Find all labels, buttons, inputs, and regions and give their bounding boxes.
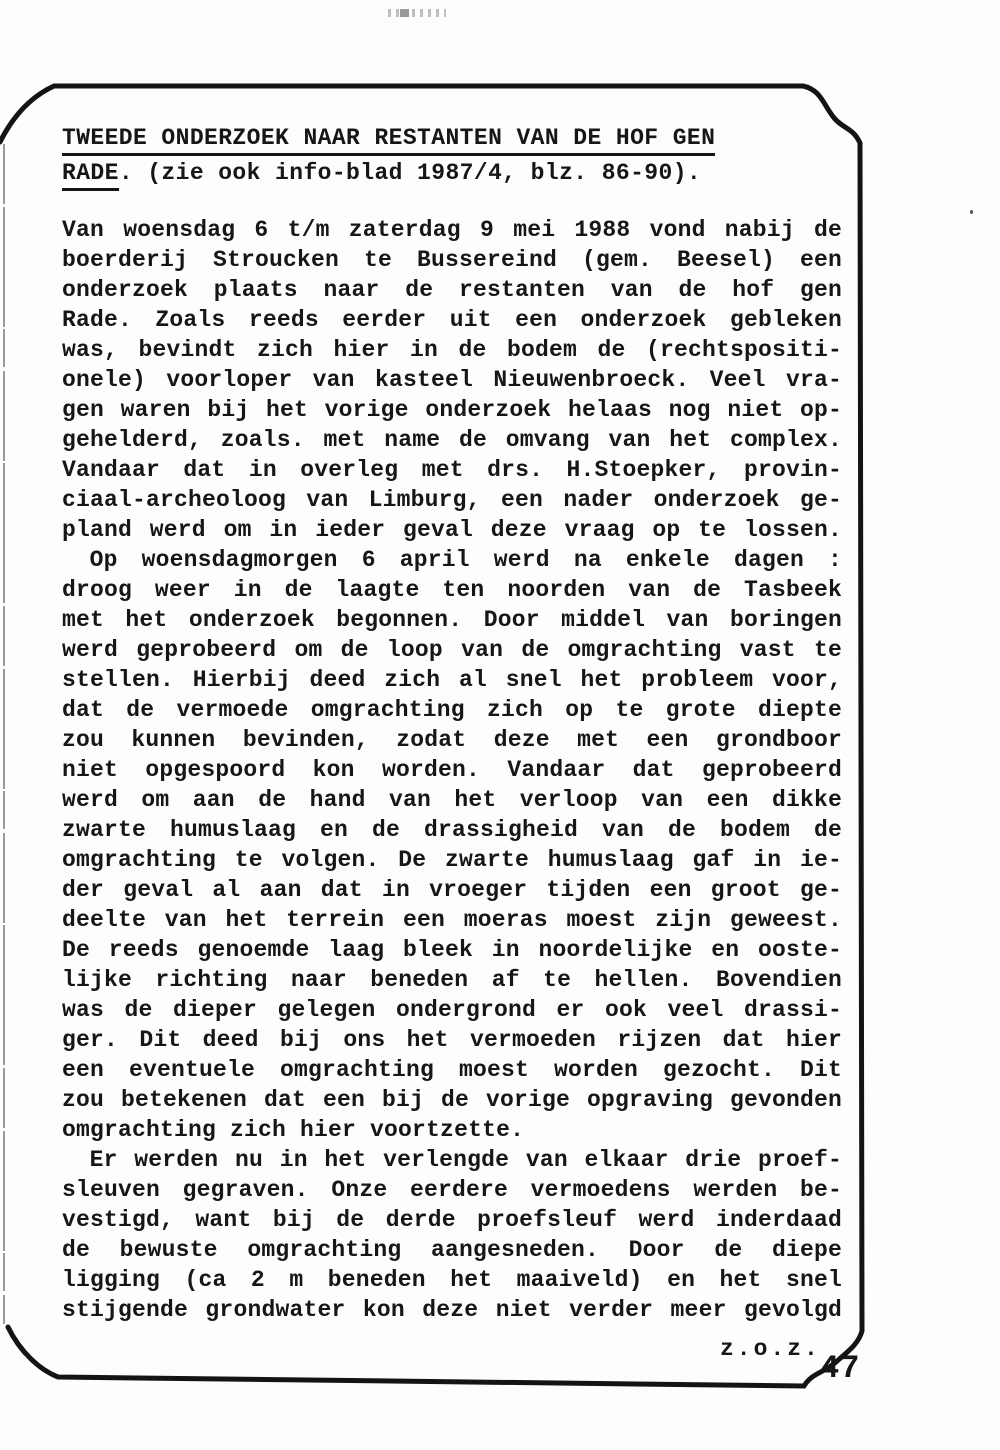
text-line: ger. Dit deed bij ons het vermoeden rijzen dat hier: [62, 1027, 842, 1053]
zoz-note: z.o.z.: [720, 1336, 821, 1362]
text-line: ciaal-archeoloog van Limburg, een nader onderzoek ge-: [62, 487, 842, 513]
text-line: gen waren bij het vorige onderzoek helaas nog niet op-: [62, 397, 842, 423]
text-line: omgrachting zich hier voortzette.: [62, 1117, 525, 1143]
text-line: De reeds genoemde laag bleek in noordelijke en ooste-: [62, 937, 842, 963]
text-line: Vandaar dat in overleg met drs. H.Stoepker, provin-: [62, 457, 842, 483]
text-line: de bewuste omgrachting aangesneden. Door de diepe: [62, 1237, 842, 1263]
text-line: niet opgespoord kon worden. Vandaar dat geprobeerd: [62, 757, 842, 783]
title-line-2: [62, 156, 842, 191]
text-line: zou kunnen bevinden, zodat deze met een grondboor: [62, 727, 842, 753]
text-line: dat de vermoede omgrachting zich op te grote diepte: [62, 697, 842, 723]
text-line: sleuven gegraven. Onze eerdere vermoedens werden be-: [62, 1177, 842, 1203]
paragraph: [62, 215, 842, 545]
title-line-1-text: TWEEDE ONDERZOEK NAAR RESTANTEN VAN DE HOF GEN: [62, 125, 715, 156]
paragraph: [62, 1145, 842, 1325]
text-line: werd om aan de hand van het verloop van een dikke: [62, 787, 842, 813]
text-line: was de dieper gelegen ondergrond er ook veel drassi-: [62, 997, 842, 1023]
text-line: gehelderd, zoals. met name de omvang van het complex.: [62, 427, 842, 453]
text-line: werd geprobeerd om de loop van de omgrachting vast te: [62, 637, 842, 663]
text-line: stijgende grondwater kon deze niet verder meer gevolgd: [62, 1297, 842, 1323]
text-line: Rade. Zoals reeds eerder uit een onderzoek gebleken: [62, 307, 842, 333]
paragraph: [62, 545, 842, 1145]
text-line: Van woensdag 6 t/m zaterdag 9 mei 1988 vond nabij de: [62, 217, 842, 243]
text-line: omgrachting te volgen. De zwarte humuslaag gaf in ie-: [62, 847, 842, 873]
text-line: Op woensdagmorgen 6 april werd na enkele dagen :: [89, 547, 842, 573]
article: [62, 121, 842, 1325]
text-line: boerderij Stroucken te Bussereind (gem. Beesel) een: [62, 247, 842, 273]
text-line: onele) voorloper van kasteel Nieuwenbroeck. Veel vra-: [62, 367, 842, 393]
page-number: 47: [820, 1350, 861, 1387]
title-line-1: [62, 121, 842, 156]
text-line: stellen. Hierbij deed zich al snel het probleem voor,: [62, 667, 842, 693]
title-line-2-underlined: RADE: [62, 160, 119, 191]
text-line: lijke richting naar beneden af te hellen. Bovendien: [62, 967, 842, 993]
text-line: een eventuele omgrachting moest worden gezocht. Dit: [62, 1057, 842, 1083]
text-line: onderzoek plaats naar de restanten van de hof gen: [62, 277, 842, 303]
article-body: [62, 215, 842, 1325]
text-line: met het onderzoek begonnen. Door middel van boringen: [62, 607, 842, 633]
scan-artifact: [388, 9, 446, 17]
article-title: [62, 121, 842, 191]
text-line: was, bevindt zich hier in de bodem de (rechtspositi-: [62, 337, 842, 363]
text-line: deelte van het terrein een moeras moest zijn geweest.: [62, 907, 842, 933]
text-line: Er werden nu in het verlengde van elkaar drie proef-: [89, 1147, 842, 1173]
text-line: der geval al aan dat in vroeger tijden een groot ge-: [62, 877, 842, 903]
text-line: zwarte humuslaag en de drassigheid van de bodem de: [62, 817, 842, 843]
text-line: pland werd om in ieder geval deze vraag op te lossen.: [62, 517, 842, 543]
text-line: ligging (ca 2 m beneden het maaiveld) en het snel: [62, 1267, 842, 1293]
text-line: vestigd, want bij de derde proefsleuf werd inderdaad: [62, 1207, 842, 1233]
scan-artifact-dot: [970, 210, 973, 214]
text-line: droog weer in de laagte ten noorden van de Tasbeek: [62, 577, 842, 603]
text-line: zou betekenen dat een bij de vorige opgraving gevonden: [62, 1087, 842, 1113]
title-line-2-rest: . (zie ook info-blad 1987/4, blz. 86-90).: [118, 160, 702, 186]
